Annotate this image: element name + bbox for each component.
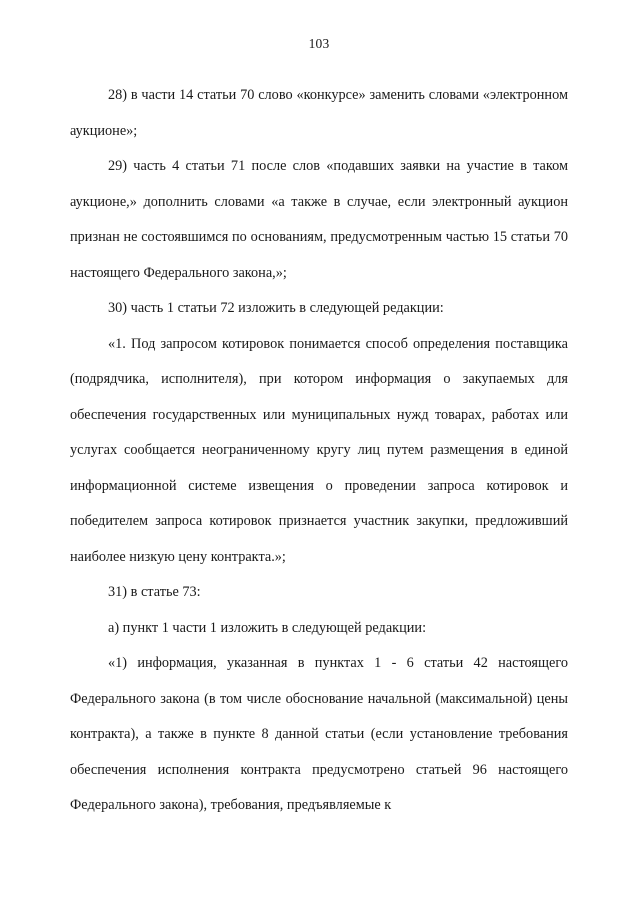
page-number: 103 [308,36,330,51]
paragraph: а) пункт 1 части 1 изложить в следующей редакции: [108,619,427,636]
paragraph: 30) часть 1 статьи 72 изложить в следующей редакции: [108,300,444,316]
paragraph: 28) в части 14 статьи 70 слово «конкурсе» заменить словами «электронном аукционе»; [70,87,568,139]
document-body [70,78,568,824]
paragraph: «1. Под запросом котировок понимается способ определения поставщика (подрядчика, исполнителя), при котором информация о закупаемых для обеспечения государственных или муниципальных нужд товарах, работах или услугах сообщается неограниченному кругу лиц путем размещения в единой информационной системе извещения о проведении запроса котировок и победителем запроса котировок признается участник закупки, предложивший наиболее низкую цену контракта.»; [70,335,568,565]
paragraph: 31) в статье 73: [108,584,201,600]
paragraph: «1) информация, указанная в пунктах 1 - 6 статьи 42 настоящего Федерального закона (в том числе обоснование начальной (максимальной) цены контракта), а также в пункте 8 данной статьи (если установление требования обеспечения исполнения контракта предусмотрено статьей 96 настоящего Федерального закона), требования, предъявляемые к [70,655,568,813]
paragraph: 29) часть 4 статьи 71 после слов «подавших заявки на участие в таком аукционе,» дополнить словами «а также в случае, если электронный аукцион признан не состоявшимся по основаниям, предусмотренным частью 15 статьи 70 настоящего Федерального закона,»; [70,158,568,281]
